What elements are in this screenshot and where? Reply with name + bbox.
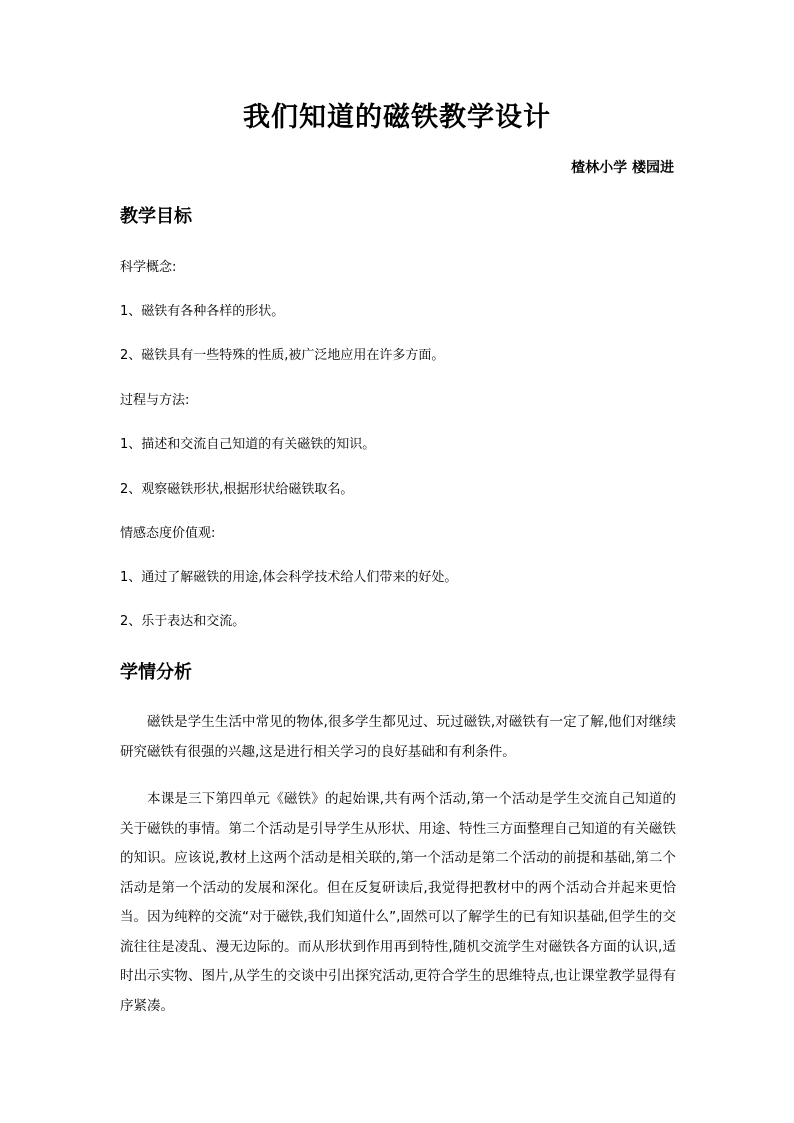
section-heading-objectives: 教学目标 xyxy=(120,206,192,227)
objective-line: 科学概念: xyxy=(120,260,177,275)
objective-line: 2、乐于表达和交流。 xyxy=(120,614,246,629)
analysis-paragraph: 磁铁是学生生活中常见的物体,很多学生都见过、玩过磁铁,对磁铁有一定了解,他们对继续研究磁铁有很强的兴趣,这是进行相关学习的良好基础和有利条件。 xyxy=(120,714,676,760)
objective-line: 过程与方法: xyxy=(120,393,190,408)
objective-line: 1、磁铁有各种各样的形状。 xyxy=(120,304,285,319)
objective-line: 2、磁铁具有一些特殊的性质,被广泛地应用在许多方面。 xyxy=(120,348,445,363)
document-author: 楂林小学 楼园进 xyxy=(571,160,674,176)
analysis-paragraph: 本课是三下第四单元《磁铁》的起始课,共有两个活动,第一个活动是学生交流自己知道的关于磁铁的事情。第二个活动是引导学生从形状、用途、特性三方面整理自己知道的有关磁铁的知识。应该说,教材上这两个活动是相关联的,第一个活动是第二个活动的前提和基础,第二个活动是第一个活动的发展和深化。但在反复研读后,我觉得把教材中的两个活动合并起来更恰当。因为纯粹的交流“对于磁铁,我们知道什么”,固然可以了解学生的已有知识基础,但学生的交流往往是凌乱、漫无边际的。而从形状到作用再到特性,随机交流学生对磁铁各方面的认识,适时出示实物、图片,从学生的交谈中引出探究活动,更符合学生的思维特点,也让课堂教学显得有序紧凑。 xyxy=(120,791,676,1014)
objective-line: 情感态度价值观: xyxy=(120,526,216,541)
objective-line: 2、观察磁铁形状,根据形状给磁铁取名。 xyxy=(120,482,354,497)
section-heading-analysis: 学情分析 xyxy=(120,662,192,683)
document-title: 我们知道的磁铁教学设计 xyxy=(243,102,551,133)
objective-line: 1、描述和交流自己知道的有关磁铁的知识。 xyxy=(120,437,376,452)
objective-line: 1、通过了解磁铁的用途,体会科学技术给人们带来的好处。 xyxy=(120,570,458,585)
